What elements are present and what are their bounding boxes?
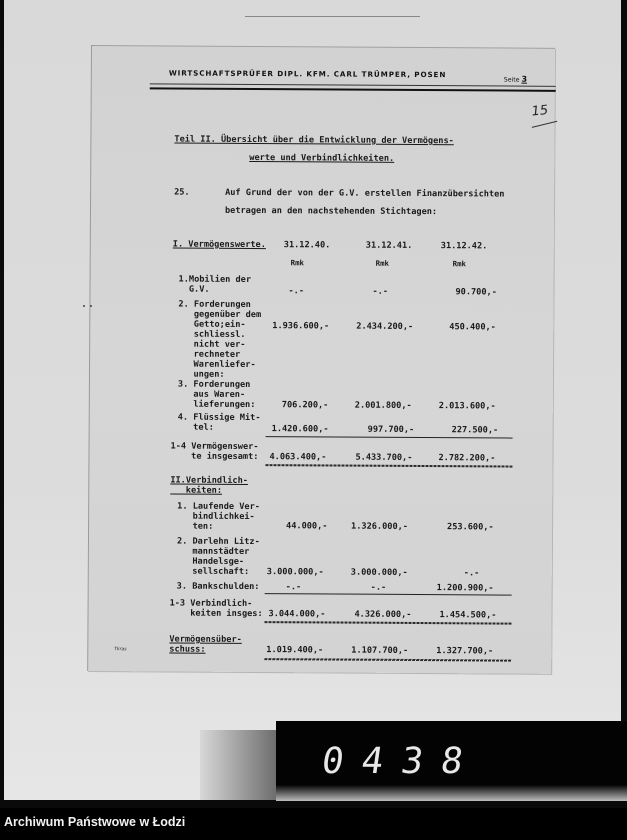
surplus-double-rule xyxy=(264,658,511,662)
liabilities-total-1942: 1.454.500,- xyxy=(439,610,497,621)
page-indicator xyxy=(504,75,527,84)
surplus-1941: 1.107.700,- xyxy=(351,645,409,656)
liabilities-heading: II.Verbindlich- keiten: xyxy=(170,475,248,496)
document-page xyxy=(87,45,555,674)
column-header-1941: 31.12.41. xyxy=(365,240,413,251)
frame-counter-fade xyxy=(276,785,627,801)
liabilities-total-1940: 3.044.000,- xyxy=(268,609,326,620)
column-header-1942: 31.12.42. xyxy=(440,241,488,252)
asset-row-2-1942: 450.400,- xyxy=(449,322,496,333)
surplus-1940: 1.019.400,- xyxy=(266,645,324,656)
page-label: Seite xyxy=(503,76,520,84)
assets-subtotal-rule xyxy=(266,436,513,439)
assets-total-1942: 2.782.200,- xyxy=(438,453,496,464)
letterhead: WIRTSCHAFTSPRÜFER DIPL. KFM. CARL TRÜMPER, POSEN xyxy=(168,68,447,80)
liabilities-subtotal-rule xyxy=(265,593,512,596)
asset-row-1-1941: -.- xyxy=(372,286,389,297)
asset-row-4-label: 4. Flüssige Mit- tel: xyxy=(177,412,261,433)
margin-mark xyxy=(83,305,85,307)
intro-line2: betragen an den nachstehenden Stichtagen: xyxy=(224,205,438,218)
liability-row-3-1942: 1.200.900,- xyxy=(436,583,494,594)
currency-label-1941: Rmk xyxy=(375,258,390,268)
page-number: 3 xyxy=(521,74,528,84)
surplus-1942: 1.327.700,- xyxy=(436,646,494,657)
asset-row-3-1940: 706.200,- xyxy=(281,400,329,411)
assets-total-1940: 4.063.400,- xyxy=(269,452,327,463)
surplus-label: Vermögensüber- schuss: xyxy=(169,634,242,655)
asset-row-1-label: 1.Mobilien der G.V. xyxy=(178,274,252,295)
section-title-line2: werte und Verbindlichkeiten. xyxy=(249,152,395,164)
assets-heading: I. Vermögenswerte. xyxy=(172,239,266,251)
liability-row-3-1940: -.- xyxy=(285,582,302,593)
asset-row-1-1940: -.- xyxy=(288,286,305,297)
currency-label-1942: Rmk xyxy=(452,259,467,269)
liability-row-1-label: 1. Laufende Ver- bindlichkei- ten: xyxy=(177,501,261,532)
liability-row-2-label: 2. Darlehn Litz- mannstädter Handelsge- sellschaft: xyxy=(176,536,260,577)
assets-total-label: 1-4 Vermögenswer- te insgesamt: xyxy=(170,441,259,463)
liability-row-3-1941: -.- xyxy=(370,582,387,593)
section-title-line1: Teil II. Übersicht über die Entwicklung der Vermögens- xyxy=(174,134,454,147)
liability-row-2-1940: 3.000.000,- xyxy=(266,567,324,578)
archive-caption: Archiwum Państwowe w Łodzi xyxy=(4,815,186,829)
asset-row-2-label: 2. Forderungen gegenüber dem Getto;ein- schliessl. nicht ver- rechneter Warenliefer- ungen: xyxy=(177,299,262,380)
liability-row-3-label: 3. Bankschulden: xyxy=(176,581,260,593)
letterhead-rule-thick xyxy=(150,87,556,91)
liability-row-1-1942: 253.600,- xyxy=(447,522,494,533)
scan-top-line xyxy=(245,16,420,17)
typist-code: Tkras xyxy=(114,647,127,653)
asset-row-4-1940: 1.420.600,- xyxy=(271,424,329,435)
frame-counter-digits: 0438 xyxy=(319,741,484,782)
liability-row-1-1941: 1.326.000,- xyxy=(351,521,409,532)
archive-folio-number: 15 xyxy=(530,102,549,120)
asset-row-4-1942: 227.500,- xyxy=(451,425,499,436)
asset-row-1-1942: 90.700,- xyxy=(455,287,497,298)
liabilities-total-label: 1-3 Verbindlich- keiten insges: xyxy=(169,598,263,620)
margin-mark xyxy=(90,305,92,307)
liability-row-2-1942: -.- xyxy=(463,568,480,579)
paragraph-number: 25. xyxy=(174,187,190,198)
liabilities-total-double-rule xyxy=(264,621,511,625)
liabilities-total-1941: 4.326.000,- xyxy=(354,609,412,620)
liability-row-2-1941: 3.000.000,- xyxy=(350,567,408,578)
column-header-1940: 31.12.40. xyxy=(283,240,331,251)
intro-line1: Auf Grund der von der G.V. erstellen Finanzübersichten xyxy=(225,187,505,200)
currency-label-1940: Rmk xyxy=(290,258,305,268)
archive-folio-underline xyxy=(532,121,558,128)
asset-row-2-1941: 2.434.200,- xyxy=(356,321,414,332)
assets-total-1941: 5.433.700,- xyxy=(355,452,413,463)
asset-row-2-1940: 1.936.600,- xyxy=(272,321,330,332)
asset-row-3-label: 3. Forderungen aus Waren- lieferungen: xyxy=(177,379,256,411)
letterhead-rule-thin xyxy=(150,83,556,86)
asset-row-4-1941: 997.700,- xyxy=(367,424,415,435)
asset-row-3-1942: 2.013.600,- xyxy=(438,401,496,412)
assets-total-double-rule xyxy=(265,464,512,468)
asset-row-3-1941: 2.001.800,- xyxy=(354,400,412,411)
liability-row-1-1940: 44.000,- xyxy=(286,521,328,532)
